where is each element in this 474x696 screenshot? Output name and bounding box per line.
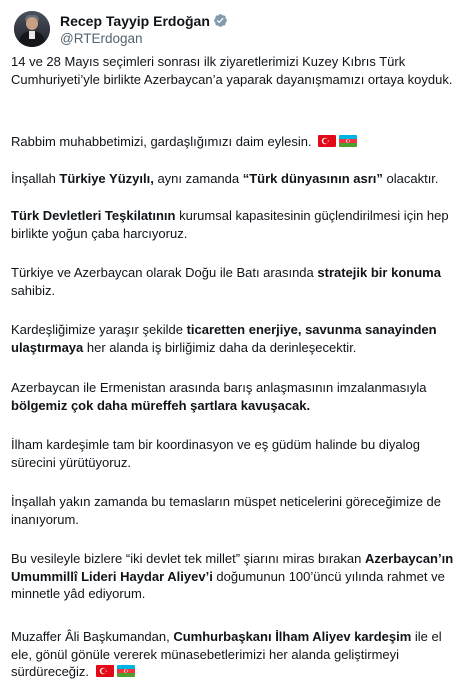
tweet-header — [14, 10, 460, 48]
tweet-paragraph — [11, 321, 462, 356]
tweet-paragraph — [11, 493, 462, 528]
turkey-flag-icon — [96, 665, 114, 677]
text-run: Azerbaycan ile Ermenistan arasında barış anlaşmasının imzalanmasıyla — [11, 380, 427, 395]
tweet-paragraph — [11, 436, 462, 471]
tweet-paragraph — [11, 264, 462, 299]
text-run: Kardeşliğimize yaraşır şekilde — [11, 322, 187, 337]
text-run: İlham kardeşimle tam bir koordinasyon ve eş güdüm halinde bu diyalog sürecini yürütüyoruz. — [11, 437, 420, 470]
text-run: Rabbim muhabbetimizi, gardaşlığımızı daim eylesin. — [11, 134, 316, 149]
text-run: İnşallah yakın zamanda bu temasların müspet neticelerini göreceğimize de inanıyorum. — [11, 494, 441, 527]
text-run: her alanda iş birliğimiz daha da derinleşecektir. — [83, 339, 357, 355]
text-run: aynı zamanda — [153, 171, 243, 186]
text-run: Bu vesileyle bizlere “iki devlet tek millet” şiarını miras bırakan — [11, 551, 366, 566]
text-run: sahibiz. — [11, 282, 56, 298]
tweet-paragraph — [11, 207, 462, 242]
bold-text: Türkiye Yüzyılı, — [59, 171, 154, 186]
text-run: doğumunun 100’üncü yılında rahmet ve minnetle yâd ediyorum. — [11, 568, 445, 601]
avatar[interactable] — [14, 11, 50, 47]
author-display-name[interactable]: Recep Tayyip Erdoğan — [60, 12, 210, 29]
text-run: Türkiye ve Azerbaycan olarak Doğu ile Batı arasında — [11, 265, 318, 280]
bold-text: Azerbaycan’ın Umummillî Lideri Haydar Aliyev’i — [11, 551, 454, 584]
text-run: kurumsal kapasitesinin güçlendirilmesi için hep birlikte yoğun çaba harcıyoruz. — [11, 208, 449, 241]
verified-badge-icon — [213, 13, 228, 28]
bold-text: ticaretten enerjiye, savunma sanayinden ulaştırmaya — [11, 322, 437, 355]
turkey-flag-icon — [318, 135, 336, 147]
bold-text: bölgemiz çok daha müreffeh şartlara kavuşacak. — [11, 397, 311, 413]
bold-text: stratejik bir konuma — [317, 265, 441, 280]
tweet-paragraph — [11, 550, 462, 603]
text-run: ile el ele, gönül gönüle vererek münasebetlerimizi her alanda geliştirmeyi sürdüreceğiz. — [11, 629, 442, 679]
text-run: 14 ve 28 Mayıs seçimleri sonrası ilk ziyaretlerimizi Kuzey Kıbrıs Türk Cumhuriyeti’yle birlikte Azerbaycan’a yaparak dayanışmamızı ortaya koyduk. — [11, 54, 453, 87]
tweet-paragraph — [11, 628, 462, 681]
author-info — [60, 12, 228, 47]
tweet-paragraph — [11, 53, 462, 88]
text-run: olacaktır. — [382, 171, 439, 186]
azerbaijan-flag-icon — [117, 665, 135, 677]
bold-text: Cumhurbaşkanı İlham Aliyev kardeşim — [173, 629, 412, 644]
tweet-paragraph — [11, 170, 462, 188]
bold-text: Türk Devletleri Teşkilatının — [11, 208, 176, 223]
bold-text: “Türk dünyasının asrı” — [242, 171, 383, 186]
text-run: Muzaffer Âli Başkumandan, — [11, 629, 174, 644]
azerbaijan-flag-icon — [339, 135, 357, 147]
author-handle[interactable]: @RTErdogan — [60, 30, 143, 46]
tweet-paragraph — [11, 133, 462, 151]
tweet-paragraph — [11, 379, 462, 414]
text-run: İnşallah — [11, 171, 60, 186]
